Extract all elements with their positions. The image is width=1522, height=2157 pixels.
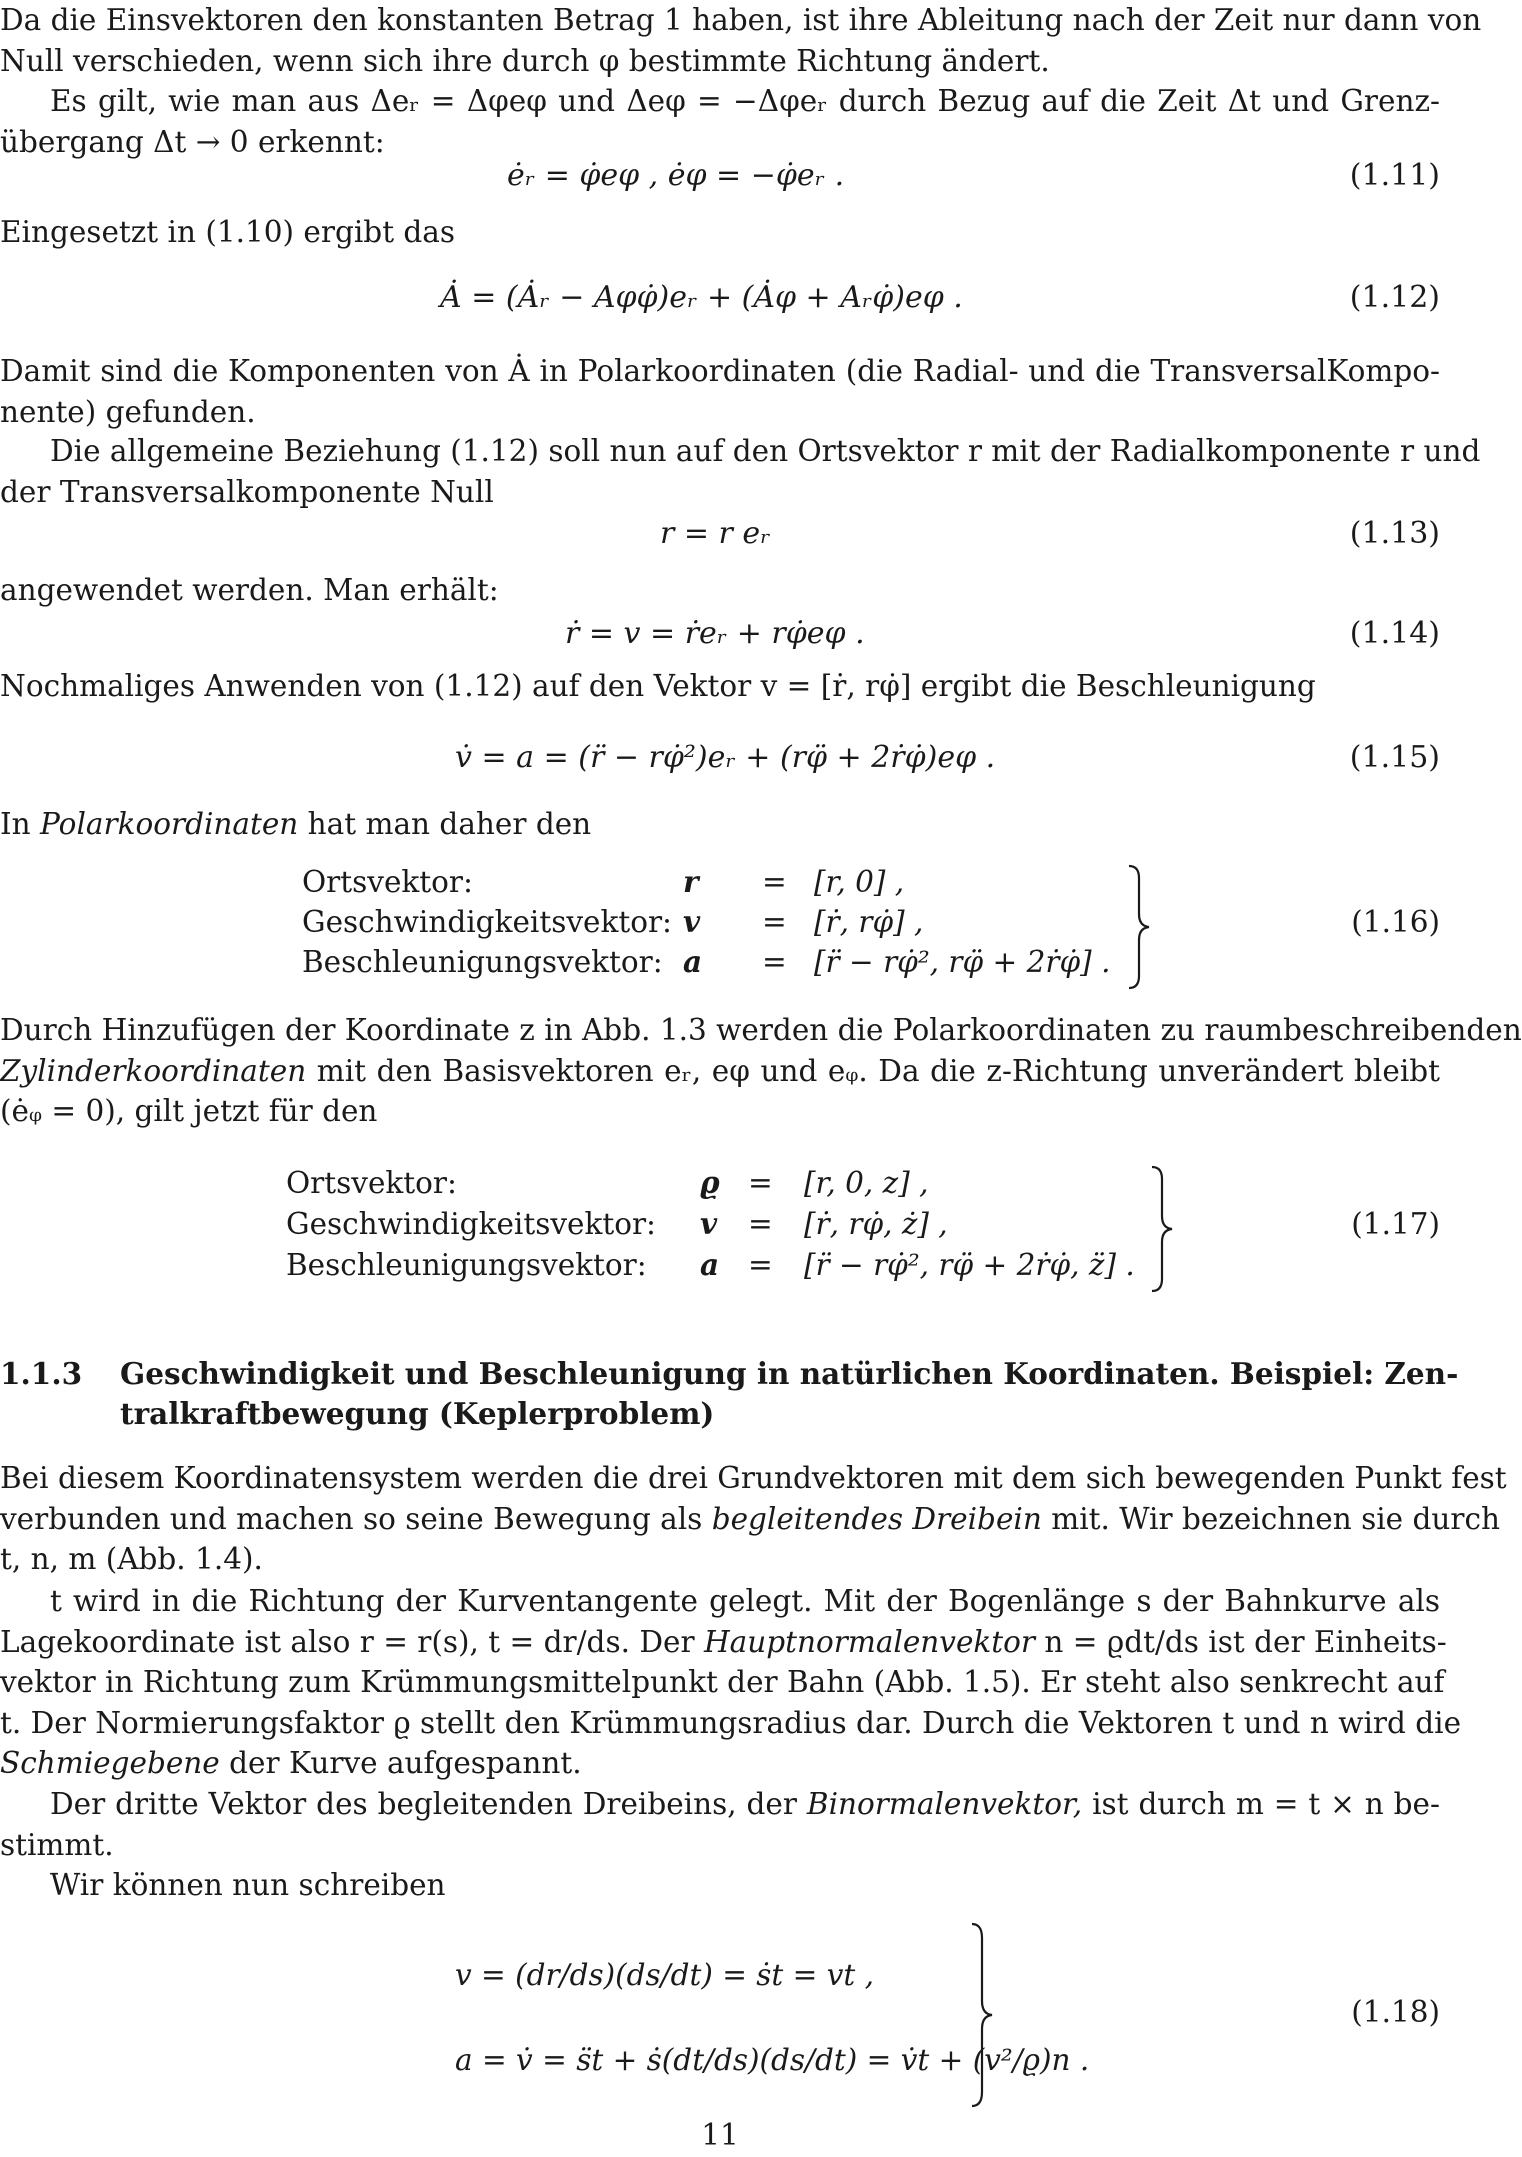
paragraph-11-line-1: t wird in die Richtung der Kurventangente gelegt. Mit der Bogenlänge s der Bahnkurve als [50,1584,1440,1618]
paragraph-10-line-3: t, n, m (Abb. 1.4). [0,1542,263,1576]
equation-1-11-body: ėᵣ = φ̇eφ , ėφ = −φ̇eᵣ . [507,158,845,193]
paragraph-8-emphasis: Polarkoordinaten [40,807,299,841]
section-number: 1.1.3 [0,1356,83,1391]
row-equals: = [762,905,787,939]
row-symbol: v [700,1206,718,1241]
row-label: Beschleunigungsvektor: [302,945,663,979]
paragraph-10-line-1: Bei diesem Koordinatensystem werden die drei Grundvektoren mit dem sich bewegenden Punkt fest [0,1461,1507,1495]
row-value: [ṙ, rφ̇] , [814,905,924,939]
paragraph-11-line-2 [0,1622,1447,1663]
paragraph-12-line-2: stimmt. [0,1827,114,1862]
row-label: Geschwindigkeitsvektor: [286,1207,656,1241]
paragraph-9-line-2-rest: mit den Basisvektoren eᵣ, eφ und eᵩ. Da die z-Richtung unverändert bleibt [306,1053,1440,1088]
paragraph-10-line-2 [0,1499,1501,1540]
paragraph-10 [0,1458,1507,1580]
equation-number: (1.15) [1349,740,1440,775]
equation-1-13-body: r = r eᵣ [660,516,771,551]
right-brace [1125,862,1155,992]
paragraph-12-line-1 [0,1784,1440,1825]
paragraph-11-line-4: t. Der Normierungsfaktor ϱ stellt den Krümmungsradius dar. Durch die Vektoren t und n wird die [0,1705,1462,1740]
page-number: 11 [701,2118,739,2152]
paragraph-2-line-2: übergang Δt → 0 erkennt: [0,124,385,159]
paragraph-4 [0,351,1440,432]
paragraph-11-emphasis: Hauptnormalenvektor [703,1624,1036,1659]
paragraph-4-line-2: nente) gefunden. [0,394,256,429]
paragraph-1-line-2: Null verschieden, wenn sich ihre durch φ bestimmte Richtung ändert. [0,43,1050,78]
equation-1-11 [0,154,1440,198]
row-label: Beschleunigungsvektor: [286,1248,647,1282]
row-symbol: r [683,864,699,899]
paragraph-9-emphasis: Zylinderkoordinaten [0,1053,307,1088]
equation-1-12 [0,276,1440,320]
paragraph-8 [0,804,1440,845]
row-label: Ortsvektor: [302,865,473,899]
row-value: [r, 0, z] , [804,1166,929,1200]
paragraph-9-line-2 [0,1051,1440,1092]
section-title-line-2: tralkraftbewegung (Keplerproblem) [120,1396,715,1431]
system-1-17-row-2 [0,1204,1440,1244]
paragraph-10-line-2-post: mit. Wir bezeichnen sie durch [1041,1501,1501,1536]
paragraph-7 [0,666,1440,707]
paragraph-12-emphasis: Binormalenvektor, [806,1787,1083,1821]
section-title-line-1: Geschwindigkeit und Beschleunigung in natürlichen Koordinaten. Beispiel: Zen- [120,1356,1459,1391]
equation-system-1-18 [0,1920,1440,2110]
paragraph-1-line-1: Da die Einsvektoren den konstanten Betrag 1 haben, ist ihre Ableitung nach der Zeit nur dann von [0,3,1482,37]
section-heading [0,1354,1459,1436]
paragraph-11-line-5-emphasis: Schmiegebene [0,1746,220,1780]
paragraph-4-line-1: Damit sind die Komponenten von Ȧ in Polarkoordinaten (die Radial- und die TransversalKompo- [0,354,1440,388]
equation-number: (1.17) [1351,1207,1440,1241]
paragraph-11-line-3: vektor in Richtung zum Krümmungsmittelpunkt der Bahn (Abb. 1.5). Er steht also senkrecht auf [0,1665,1445,1699]
paragraph-3-line-1: Eingesetzt in (1.10) ergibt das [0,215,456,249]
row-symbol: v [683,904,701,939]
right-brace [1148,1163,1178,1295]
paragraph-3 [0,212,1440,253]
system-1-18-line-1 [455,1950,874,2000]
equation-1-15 [0,736,1440,780]
equation-number: (1.12) [1349,280,1440,315]
paragraph-6-line-1: angewendet werden. Man erhält: [0,573,499,607]
paragraph-7-line-1: Nochmaliges Anwenden von (1.12) auf den Vektor v = [ṙ, rφ̇] ergibt die Beschleunigung [0,669,1316,703]
system-1-17-row-3 [0,1245,1440,1285]
paragraph-9-line-3: (ėᵩ = 0), gilt jetzt für den [0,1094,378,1128]
paragraph-11-line-2-post: n = ϱdt/ds ist der Einheits- [1035,1624,1447,1659]
row-label: Geschwindigkeitsvektor: [302,905,672,939]
row-equals: = [762,945,787,979]
equation-number: (1.16) [1351,905,1440,939]
equation-number: (1.11) [1349,158,1440,193]
paragraph-10-line-2-pre: verbunden und machen so seine Bewegung als [0,1501,712,1536]
paragraph-6 [0,570,1440,611]
paragraph-12 [0,1784,1440,1865]
paragraph-11-line-2-pre: Lagekoordinate ist also r = r(s), t = dr/ds. Der [0,1624,704,1659]
system-1-17-row-1 [0,1163,1440,1203]
section-title [120,1354,1459,1434]
paragraph-9 [0,1010,1522,1132]
system-1-16-row-2 [0,902,1440,942]
equation-1-15-body: v̇ = a = (r̈ − rφ̇²)eᵣ + (rφ̈ + 2ṙφ̇)eφ . [455,740,996,775]
paragraph-1 [0,0,1482,81]
row-equals: = [748,1166,773,1200]
paragraph-13-line-1: Wir können nun schreiben [50,1868,446,1902]
paragraph-5-line-2: der Transversalkomponente Null [0,474,494,509]
equation-system-1-16 [0,862,1440,992]
paragraph-11 [0,1581,1462,1784]
row-symbol: a [683,944,703,979]
equation-1-13 [0,512,1440,556]
paragraph-2-line-1: Es gilt, wie man aus Δeᵣ = Δφeφ und Δeφ = −Δφeᵣ durch Bezug auf die Zeit Δt und Grenz- [50,84,1440,118]
paragraph-12-line-1-pre: Der dritte Vektor des begleitenden Dreibeins, der [50,1787,807,1821]
equation-number: (1.14) [1349,616,1440,651]
paragraph-9-line-1: Durch Hinzufügen der Koordinate z in Abb. 1.3 werden die Polarkoordinaten zu raumbeschreibenden [0,1013,1522,1047]
row-value: [r̈ − rφ̇², rφ̈ + 2ṙφ̇] . [814,945,1111,979]
equation-1-14 [0,612,1440,656]
equation-1-12-body: Ȧ = (Ȧᵣ − Aφφ̇)eᵣ + (Ȧφ + Aᵣφ̇)eφ . [440,280,963,315]
paragraph-8-post: hat man daher den [298,807,592,841]
paragraph-8-line-1 [0,804,1440,845]
equation-1-18-line-2: a = v̇ = s̈t + ṡ(dt/ds)(ds/dt) = v̇t + (v²/ϱ)n . [455,2043,1090,2077]
row-label: Ortsvektor: [286,1166,457,1200]
row-symbol: ϱ [700,1165,720,1200]
paragraph-10-emphasis: begleitendes Dreibein [711,1501,1042,1536]
paragraph-12-line-1-post: ist durch m = t × n be- [1082,1787,1440,1821]
row-value: [ṙ, rφ̇, ż] , [804,1207,948,1241]
right-brace [968,1920,998,2110]
equation-number: (1.18) [1351,1995,1440,2029]
row-symbol: a [700,1247,720,1282]
equation-1-18-line-1: v = (dr/ds)(ds/dt) = ṡt = vt , [455,1958,875,1992]
row-equals: = [748,1207,773,1241]
system-1-16-row-1 [0,862,1440,902]
row-value: [r̈ − rφ̇², rφ̈ + 2ṙφ̇, z̈] . [804,1248,1135,1282]
paragraph-5-line-1: Die allgemeine Beziehung (1.12) soll nun auf den Ortsvektor r mit der Radialkomponente r und [50,434,1481,468]
equation-number: (1.13) [1349,516,1440,551]
paragraph-11-line-5 [0,1743,1440,1784]
row-equals: = [748,1248,773,1282]
paragraph-2 [0,81,1440,162]
equation-1-14-body: ṙ = v = ṙeᵣ + rφ̇eφ . [565,616,865,651]
system-1-16-row-3 [0,942,1440,982]
row-equals: = [762,865,787,899]
paragraph-11-line-5-post: der Kurve aufgespannt. [219,1746,582,1780]
equation-system-1-17 [0,1163,1440,1295]
row-value: [r, 0] , [814,865,905,899]
paragraph-8-pre: In [0,807,41,841]
paragraph-13 [0,1865,1440,1906]
paragraph-5 [0,431,1481,512]
